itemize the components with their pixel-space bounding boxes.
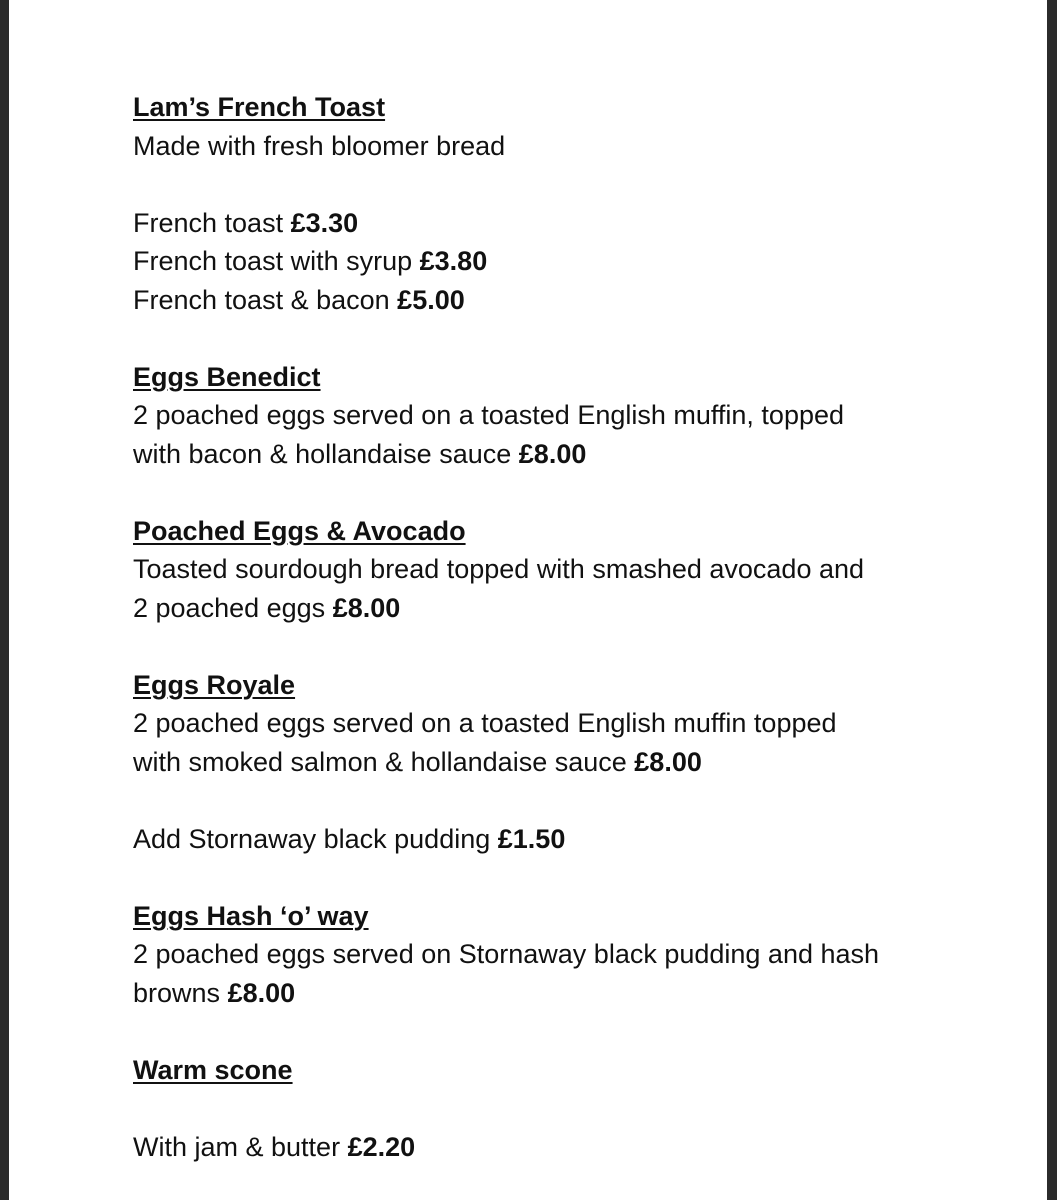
description-text: 2 poached eggs xyxy=(133,592,326,623)
item-name: French toast with syrup xyxy=(133,246,413,276)
item-price: £3.30 xyxy=(290,207,359,238)
eggs-hash-heading: Eggs Hash ‘o’ way xyxy=(133,900,369,931)
description-text: browns xyxy=(133,977,221,1008)
spacer xyxy=(133,858,953,897)
spacer xyxy=(133,781,953,820)
item-price: £2.20 xyxy=(347,1131,416,1162)
poached-eggs-avocado-heading: Poached Eggs & Avocado xyxy=(133,515,466,546)
menu-item xyxy=(133,204,953,243)
spacer xyxy=(133,627,953,666)
spacer xyxy=(133,473,953,512)
eggs-royale-description-line2 xyxy=(133,743,953,782)
poached-eggs-avocado-description-line1: Toasted sourdough bread topped with smashed avocado and xyxy=(133,554,865,584)
eggs-hash-description-line2 xyxy=(133,974,953,1013)
eggs-benedict-heading: Eggs Benedict xyxy=(133,361,321,392)
item-price: £8.00 xyxy=(227,977,296,1008)
item-price: £5.00 xyxy=(397,284,465,315)
french-toast-description: Made with fresh bloomer bread xyxy=(133,130,506,161)
eggs-benedict-description-line2 xyxy=(133,435,953,474)
menu-item xyxy=(133,242,953,281)
french-toast-heading: Lam’s French Toast xyxy=(133,92,386,122)
eggs-benedict-description-line1: 2 poached eggs served on a toasted English muffin, topped xyxy=(133,400,845,430)
spacer xyxy=(133,1089,953,1128)
warm-scone-heading: Warm scone xyxy=(133,1054,293,1085)
spacer xyxy=(133,1012,953,1051)
eggs-hash-description-line1: 2 poached eggs served on Stornaway black pudding and hash xyxy=(133,939,880,969)
menu-page xyxy=(9,0,1047,1200)
spacer xyxy=(133,165,953,204)
item-name: French toast & bacon xyxy=(133,284,390,315)
menu-item xyxy=(133,281,953,320)
description-text: with bacon & hollandaise sauce xyxy=(133,438,512,469)
description-text: with smoked salmon & hollandaise sauce xyxy=(133,746,627,777)
menu-content xyxy=(133,88,953,1166)
eggs-royale-description-line1: 2 poached eggs served on a toasted English muffin topped xyxy=(133,708,837,738)
menu-item xyxy=(133,1128,953,1167)
item-price: £8.00 xyxy=(518,438,587,469)
item-name: With jam & butter xyxy=(133,1131,341,1162)
item-price: £8.00 xyxy=(634,746,702,777)
spacer xyxy=(133,319,953,358)
item-name: French toast xyxy=(133,207,284,238)
black-pudding-addon xyxy=(133,820,953,859)
eggs-royale-heading: Eggs Royale xyxy=(133,669,296,700)
item-price: £8.00 xyxy=(332,592,401,623)
item-price: £3.80 xyxy=(419,246,488,276)
addon-price: £1.50 xyxy=(497,823,566,854)
addon-name: Add Stornaway black pudding xyxy=(133,823,491,854)
poached-eggs-avocado-description-line2 xyxy=(133,589,953,628)
